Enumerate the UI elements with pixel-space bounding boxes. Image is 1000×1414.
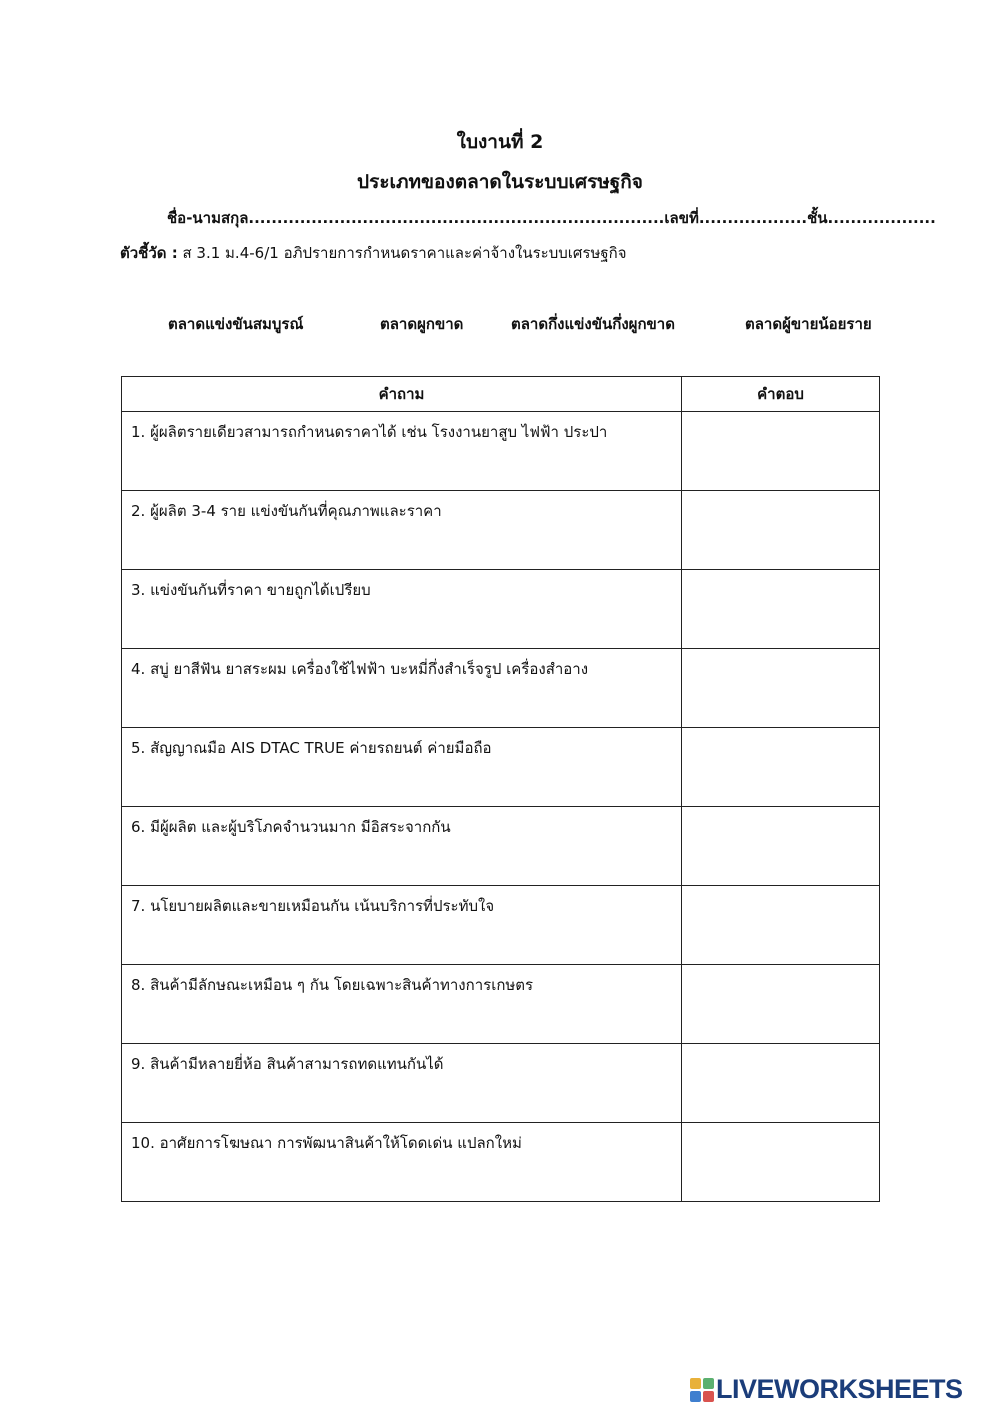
question-text: 1. ผู้ผลิตรายเดียวสามารถกำหนดราคาได้ เช่น โรงงานยาสูบ ไฟฟ้า ประปา — [122, 412, 682, 491]
table-row — [122, 1123, 880, 1202]
question-table — [121, 376, 880, 1202]
table-row — [122, 886, 880, 965]
answer-cell[interactable] — [682, 412, 880, 491]
choice-monopolistic-competition: ตลาดกึ่งแข่งขันกึ่งผูกขาด — [511, 315, 675, 333]
question-text: 2. ผู้ผลิต 3-4 ราย แข่งขันกันที่คุณภาพและราคา — [122, 491, 682, 570]
table-row — [122, 649, 880, 728]
indicator-line — [120, 241, 627, 265]
answer-column-header: คำตอบ — [682, 377, 880, 412]
table-row — [122, 728, 880, 807]
indicator-label: ตัวชี้วัด : — [120, 244, 178, 262]
logo-square — [703, 1391, 714, 1402]
liveworksheets-brand — [690, 1374, 990, 1406]
answer-cell[interactable] — [682, 1123, 880, 1202]
answer-cell[interactable] — [682, 570, 880, 649]
liveworksheets-wordmark: LIVEWORKSHEETS — [716, 1374, 963, 1404]
table-row — [122, 412, 880, 491]
choice-monopoly: ตลาดผูกขาด — [380, 315, 464, 333]
question-text: 7. นโยบายผลิตและขายเหมือนกัน เน้นบริการที่ประทับใจ — [122, 886, 682, 965]
question-text: 9. สินค้ามีหลายยี่ห้อ สินค้าสามารถทดแทนกันได้ — [122, 1044, 682, 1123]
table-row — [122, 965, 880, 1044]
table-row — [122, 807, 880, 886]
question-text: 10. อาศัยการโฆษณา การพัฒนาสินค้าให้โดดเด่น แปลกใหม่ — [122, 1123, 682, 1202]
table-row — [122, 1044, 880, 1123]
question-text: 5. สัญญาณมือ AIS DTAC TRUE ค่ายรถยนต์ ค่ายมือถือ — [122, 728, 682, 807]
liveworksheets-logo-icon — [690, 1378, 714, 1402]
logo-square — [690, 1378, 701, 1389]
worksheet-subtitle: ประเภทของตลาดในระบบเศรษฐกิจ — [357, 171, 643, 193]
worksheet-title: ใบงานที่ 2 — [456, 131, 544, 153]
question-text: 6. มีผู้ผลิต และผู้บริโภคจำนวนมาก มีอิสระจากกัน — [122, 807, 682, 886]
choice-perfect-competition: ตลาดแข่งขันสมบูรณ์ — [168, 315, 304, 333]
choice-oligopoly: ตลาดผู้ขายน้อยราย — [745, 315, 872, 333]
answer-cell[interactable] — [682, 886, 880, 965]
logo-square — [703, 1378, 714, 1389]
student-name-line: ชื่อ-นามสกุล.........................................................................เลขที่...................ชั้น................... — [167, 209, 936, 227]
indicator-text: ส 3.1 ม.4-6/1 อภิปรายการกำหนดราคาและค่าจ้างในระบบเศรษฐกิจ — [177, 244, 627, 262]
answer-cell[interactable] — [682, 649, 880, 728]
logo-square — [690, 1391, 701, 1402]
question-text: 3. แข่งขันกันที่ราคา ขายถูกได้เปรียบ — [122, 570, 682, 649]
table-header-row — [122, 377, 880, 412]
answer-cell[interactable] — [682, 1044, 880, 1123]
question-column-header: คำถาม — [122, 377, 682, 412]
table-row — [122, 570, 880, 649]
answer-cell[interactable] — [682, 491, 880, 570]
table-row — [122, 491, 880, 570]
answer-cell[interactable] — [682, 728, 880, 807]
question-text: 8. สินค้ามีลักษณะเหมือน ๆ กัน โดยเฉพาะสินค้าทางการเกษตร — [122, 965, 682, 1044]
answer-cell[interactable] — [682, 965, 880, 1044]
answer-cell[interactable] — [682, 807, 880, 886]
question-text: 4. สบู่ ยาสีฟัน ยาสระผม เครื่องใช้ไฟฟ้า บะหมี่กึ่งสำเร็จรูป เครื่องสำอาง — [122, 649, 682, 728]
